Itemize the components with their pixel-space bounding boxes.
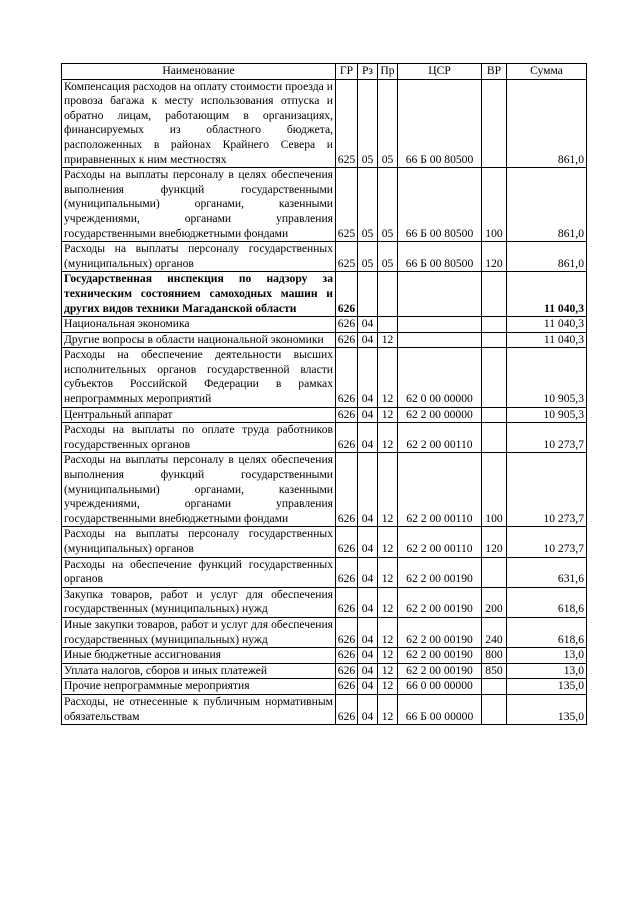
row-csr: 66 Б 00 80500: [398, 242, 482, 272]
row-rz: 04: [358, 663, 378, 679]
row-sum: 10 273,7: [507, 453, 587, 527]
row-sum: 618,6: [507, 617, 587, 647]
table-row: [62, 79, 587, 168]
row-csr: [398, 272, 482, 317]
row-pr: 12: [378, 527, 398, 557]
row-rz: 04: [358, 348, 378, 407]
row-rz: 04: [358, 407, 378, 423]
row-sum: 10 273,7: [507, 527, 587, 557]
row-name: Расходы, не отнесенные к публичным нормативным обязательствам: [62, 694, 336, 724]
row-pr: 12: [378, 663, 398, 679]
row-vr: [482, 348, 507, 407]
row-csr: 62 2 00 00190: [398, 557, 482, 587]
row-gr: 626: [336, 317, 358, 333]
row-sum: 11 040,3: [507, 272, 587, 317]
row-name: Прочие непрограммные мероприятия: [62, 679, 336, 695]
table-row: [62, 557, 587, 587]
row-pr: 12: [378, 694, 398, 724]
row-name: Центральный аппарат: [62, 407, 336, 423]
row-rz: 05: [358, 79, 378, 168]
header-name: Наименование: [62, 64, 336, 80]
row-name: Уплата налогов, сборов и иных платежей: [62, 663, 336, 679]
row-gr: 626: [336, 453, 358, 527]
table-row: [62, 453, 587, 527]
row-name: Другие вопросы в области национальной экономики: [62, 332, 336, 348]
header-row: [62, 64, 587, 80]
row-sum: 10 905,3: [507, 407, 587, 423]
row-gr: 626: [336, 423, 358, 453]
row-pr: [378, 272, 398, 317]
row-rz: 04: [358, 557, 378, 587]
table-row: [62, 527, 587, 557]
row-rz: 04: [358, 527, 378, 557]
row-vr: [482, 694, 507, 724]
row-vr: 200: [482, 587, 507, 617]
row-gr: 626: [336, 694, 358, 724]
row-pr: 12: [378, 407, 398, 423]
row-vr: [482, 557, 507, 587]
row-csr: 62 0 00 00000: [398, 348, 482, 407]
row-sum: 861,0: [507, 168, 587, 242]
row-pr: 05: [378, 79, 398, 168]
row-rz: 04: [358, 317, 378, 333]
row-name: Расходы на выплаты персоналу в целях обеспечения выполнения функций государственными (муниципальными) органами, казенными учреждениями, органами управления государственными внебюджетными фондами: [62, 453, 336, 527]
row-vr: 120: [482, 527, 507, 557]
row-sum: 10 273,7: [507, 423, 587, 453]
row-vr: [482, 272, 507, 317]
row-vr: [482, 423, 507, 453]
table-row: [62, 348, 587, 407]
table-row: [62, 332, 587, 348]
row-vr: 120: [482, 242, 507, 272]
row-vr: [482, 679, 507, 695]
row-gr: 625: [336, 242, 358, 272]
row-pr: [378, 317, 398, 333]
row-rz: 04: [358, 332, 378, 348]
row-csr: 66 0 00 00000: [398, 679, 482, 695]
table-row: [62, 694, 587, 724]
row-gr: 626: [336, 272, 358, 317]
row-sum: 861,0: [507, 79, 587, 168]
row-name: Расходы на обеспечение деятельности высших исполнительных органов государственной власти субъектов Российской Федерации в рамках непрограммных мероприятий: [62, 348, 336, 407]
row-name: Расходы на выплаты по оплате труда работников государственных органов: [62, 423, 336, 453]
row-pr: 12: [378, 348, 398, 407]
row-rz: [358, 272, 378, 317]
table-row: [62, 423, 587, 453]
row-pr: 05: [378, 242, 398, 272]
row-pr: 12: [378, 557, 398, 587]
row-rz: 04: [358, 679, 378, 695]
row-vr: [482, 317, 507, 333]
header-sum: Сумма: [507, 64, 587, 80]
row-csr: 62 2 00 00190: [398, 587, 482, 617]
row-sum: 10 905,3: [507, 348, 587, 407]
table-row: [62, 648, 587, 664]
row-pr: 05: [378, 168, 398, 242]
row-rz: 05: [358, 168, 378, 242]
row-name: Государственная инспекция по надзору за техническим состоянием самоходных машин и других видов техники Магаданской области: [62, 272, 336, 317]
row-sum: 135,0: [507, 679, 587, 695]
row-gr: 625: [336, 79, 358, 168]
table-row: [62, 407, 587, 423]
row-name: Компенсация расходов на оплату стоимости проезда и провоза багажа к месту использования отпуска и обратно лицам, работающим в организациях, финансируемых из областного бюджета, расположенных в районах Крайнего Севера и приравненных к ним местностях: [62, 79, 336, 168]
row-gr: 626: [336, 679, 358, 695]
table-row: [62, 679, 587, 695]
row-name: Национальная экономика: [62, 317, 336, 333]
row-sum: 13,0: [507, 648, 587, 664]
row-csr: 62 2 00 00110: [398, 527, 482, 557]
row-sum: 861,0: [507, 242, 587, 272]
header-pr: Пр: [378, 64, 398, 80]
row-csr: [398, 317, 482, 333]
header-csr: ЦСР: [398, 64, 482, 80]
row-rz: 04: [358, 694, 378, 724]
row-gr: 626: [336, 648, 358, 664]
row-csr: 66 Б 00 00000: [398, 694, 482, 724]
table-row: [62, 663, 587, 679]
row-csr: 66 Б 00 80500: [398, 168, 482, 242]
row-gr: 625: [336, 168, 358, 242]
table-row: [62, 317, 587, 333]
row-name: Расходы на обеспечение функций государственных органов: [62, 557, 336, 587]
row-pr: 12: [378, 332, 398, 348]
row-gr: 626: [336, 407, 358, 423]
table-row: [62, 587, 587, 617]
row-pr: 12: [378, 617, 398, 647]
row-vr: 800: [482, 648, 507, 664]
row-csr: 62 2 00 00190: [398, 617, 482, 647]
row-gr: 626: [336, 587, 358, 617]
row-csr: 62 2 00 00190: [398, 648, 482, 664]
row-vr: [482, 79, 507, 168]
row-sum: 618,6: [507, 587, 587, 617]
row-rz: 04: [358, 423, 378, 453]
row-name: Иные закупки товаров, работ и услуг для обеспечения государственных (муниципальных) нужд: [62, 617, 336, 647]
row-vr: [482, 332, 507, 348]
row-vr: 100: [482, 453, 507, 527]
row-csr: 66 Б 00 80500: [398, 79, 482, 168]
budget-table: [61, 63, 587, 725]
row-pr: 12: [378, 453, 398, 527]
row-gr: 626: [336, 663, 358, 679]
row-pr: 12: [378, 587, 398, 617]
row-csr: [398, 332, 482, 348]
table-row: [62, 168, 587, 242]
row-csr: 62 2 00 00110: [398, 453, 482, 527]
row-gr: 626: [336, 617, 358, 647]
row-gr: 626: [336, 557, 358, 587]
row-name: Иные бюджетные ассигнования: [62, 648, 336, 664]
row-gr: 626: [336, 527, 358, 557]
row-gr: 626: [336, 332, 358, 348]
row-vr: 850: [482, 663, 507, 679]
row-rz: 04: [358, 587, 378, 617]
row-pr: 12: [378, 679, 398, 695]
row-rz: 04: [358, 453, 378, 527]
row-name: Расходы на выплаты персоналу государственных (муниципальных) органов: [62, 242, 336, 272]
row-pr: 12: [378, 423, 398, 453]
row-csr: 62 2 00 00190: [398, 663, 482, 679]
header-gr: ГР: [336, 64, 358, 80]
row-rz: 04: [358, 617, 378, 647]
row-gr: 626: [336, 348, 358, 407]
row-csr: 62 2 00 00110: [398, 423, 482, 453]
row-sum: 11 040,3: [507, 332, 587, 348]
row-name: Расходы на выплаты персоналу государственных (муниципальных) органов: [62, 527, 336, 557]
table-row: [62, 242, 587, 272]
row-rz: 05: [358, 242, 378, 272]
row-sum: 135,0: [507, 694, 587, 724]
row-vr: 100: [482, 168, 507, 242]
header-rz: Рз: [358, 64, 378, 80]
row-csr: 62 2 00 00000: [398, 407, 482, 423]
row-name: Закупка товаров, работ и услуг для обеспечения государственных (муниципальных) нужд: [62, 587, 336, 617]
header-vr: ВР: [482, 64, 507, 80]
row-vr: 240: [482, 617, 507, 647]
row-sum: 13,0: [507, 663, 587, 679]
table-row: [62, 272, 587, 317]
row-sum: 631,6: [507, 557, 587, 587]
row-pr: 12: [378, 648, 398, 664]
table-row: [62, 617, 587, 647]
row-sum: 11 040,3: [507, 317, 587, 333]
row-name: Расходы на выплаты персоналу в целях обеспечения выполнения функций государственными (муниципальными) органами, казенными учреждениями, органами управления государственными внебюджетными фондами: [62, 168, 336, 242]
row-vr: [482, 407, 507, 423]
row-rz: 04: [358, 648, 378, 664]
